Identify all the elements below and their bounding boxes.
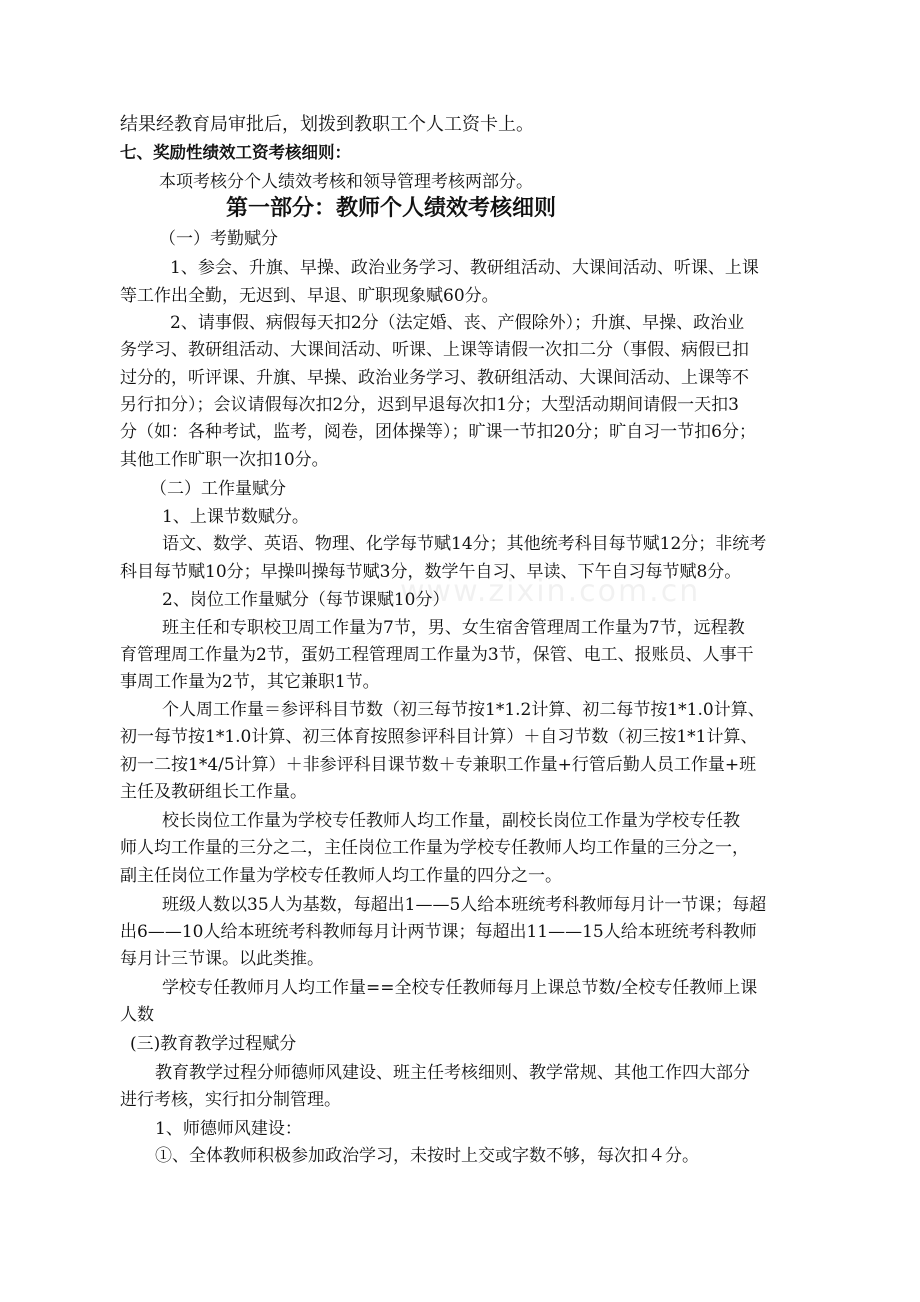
subsection-heading: （二）工作量赋分 (150, 479, 286, 499)
text-line: 学校专任教师月人均工作量==全校专任教师每月上课总节数/全校专任教师上课 (162, 978, 758, 998)
text-line: 语文、数学、英语、物理、化学每节赋14分；其他统考科目每节赋12分；非统考 (162, 534, 767, 554)
text-line: 等工作出全勤，无迟到、早退、旷职现象赋60分。 (120, 286, 499, 306)
text-line: 个人周工作量＝参评科目节数（初三每节按1*1.2计算、初二每节按1*1.0计算、 (162, 700, 765, 720)
text-line: 过分的，听评课、升旗、早操、政治业务学习、教研组活动、大课间活动、上课等不 (120, 368, 749, 388)
text-line: 班主任和专职校卫周工作量为7节，男、女生宿舍管理周工作量为7节，远程教 (162, 618, 745, 638)
watermark: www.zixin.com.cn (400, 574, 701, 609)
text-line: 每月计三节课。以此类推。 (120, 949, 324, 969)
text-line: 校长岗位工作量为学校专任教师人均工作量，副校长岗位工作量为学校专任教 (162, 811, 740, 831)
text-line: ①、全体教师积极参加政治学习，未按时上交或字数不够，每次扣４分。 (155, 1146, 699, 1166)
text-line: 1、师德师风建设： (155, 1119, 302, 1139)
text-line: 人数 (120, 1005, 154, 1025)
text-line: 本项考核分个人绩效考核和领导管理考核两部分。 (159, 172, 533, 192)
text-line: 进行考核，实行扣分制管理。 (120, 1090, 341, 1110)
text-line: 1、参会、升旗、早操、政治业务学习、教研组活动、大课间活动、听课、上课 (170, 258, 759, 278)
text-line: 主任及教研组长工作量。 (120, 782, 307, 802)
text-line: 副主任岗位工作量为学校专任教师人均工作量的四分之一。 (120, 866, 562, 886)
text-line: 另行扣分）；会议请假每次扣2分，迟到早退每次扣1分；大型活动期间请假一天扣3 (120, 395, 739, 415)
text-line: 事周工作量为2节，其它兼职1节。 (120, 672, 380, 692)
text-line: 1、上课节数赋分。 (162, 507, 309, 527)
text-line: 初一每节按1*1.0计算、初三体育按照参评科目计算）＋自习节数（初三按1*1计算、 (120, 727, 758, 747)
subsection-heading: (三)教育教学过程赋分 (130, 1034, 297, 1054)
subsection-heading: （一）考勤赋分 (159, 229, 278, 249)
text-line: 分（如：各种考试，监考，阅卷，团体操等）；旷课一节扣20分；旷自习一节扣6分； (120, 422, 756, 442)
text-line: 2、请事假、病假每天扣2分（法定婚、丧、产假除外）；升旗、早操、政治业 (170, 313, 745, 333)
text-line: 务学习、教研组活动、大课间活动、听课、上课等请假一次扣二分（事假、病假已扣 (120, 340, 749, 360)
text-line: 其他工作旷职一次扣10分。 (120, 450, 329, 470)
text-line: 结果经教育局审批后，划拨到教职工个人工资卡上。 (120, 114, 534, 135)
text-line: 2、岗位工作量赋分（每节课赋10分） (162, 590, 450, 610)
text-line: 教育教学过程分师德师风建设、班主任考核细则、教学常规、其他工作四大部分 (155, 1063, 750, 1083)
part-title: 第一部分：教师个人绩效考核细则 (226, 196, 557, 221)
text-line: 师人均工作量的三分之二，主任岗位工作量为学校专任教师人均工作量的三分之一， (120, 838, 749, 858)
text-line: 班级人数以35人为基数，每超出1——5人给本班统考科教师每月计一节课；每超 (162, 895, 767, 915)
text-line: 出6——10人给本班统考科教师每月计两节课；每超出11——15人给本班统考科教师 (120, 922, 757, 942)
text-line: 育管理周工作量为2节，蛋奶工程管理周工作量为3节，保管、电工、报账员、人事干 (120, 645, 754, 665)
text-line: 初一二按1*4/5计算）＋非参评科目课节数＋专兼职工作量+行管后勤人员工作量+班 (120, 755, 757, 775)
text-line: 科目每节赋10分；早操叫操每节赋3分，数学午自习、早读、下午自习每节赋8分。 (120, 562, 742, 582)
section-heading: 七、奖励性绩效工资考核细则： (120, 143, 351, 162)
